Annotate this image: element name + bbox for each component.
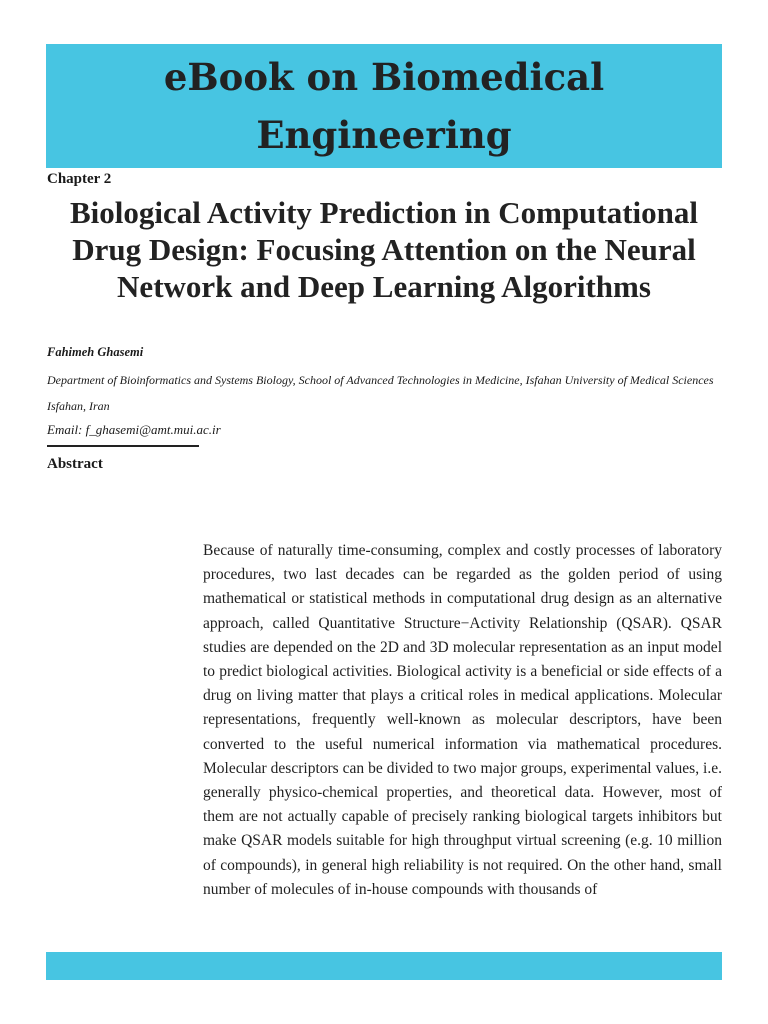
author-email: Email: f_ghasemi@amt.mui.ac.ir bbox=[47, 422, 221, 437]
ebook-title: eBook on Biomedical Engineering bbox=[163, 55, 605, 157]
ebook-header-banner bbox=[46, 44, 722, 168]
footer-banner bbox=[46, 952, 722, 980]
abstract-text: Because of naturally time-consuming, complex and costly processes of laboratory procedures, two last decades can be regarded as the golden period of using mathematical or statistical methods in computational drug design as an alternative approach, called Quantitative Structure−Activity Relationship (QSAR). QSAR studies are depended on the 2D and 3D molecular representation as an input model to predict biological activities. Biological activity is a beneficial or side effects of a drug on living matter that plays a critical roles in medical applications. Molecular representations, frequently well-known as molecular descriptors, have been converted to the useful numerical information via mathematical procedures. Molecular descriptors can be divided to two major groups, experimental values, i.e. generally physico-chemical properties, and theoretical data. However, most of them are not actually capable of precisely ranking biological targets inhibitors but make QSAR models suitable for high throughput virtual screening (e.g. 10 million of compounds), in general high reliability is not required. On the other hand, small number of molecules of in-house compounds with thousands of bbox=[203, 542, 722, 898]
paper-title: Biological Activity Prediction in Computational Drug Design: Focusing Attention on the Neural Network and Deep Learning Algorithms bbox=[69, 195, 699, 304]
author-name: Fahimeh Ghasemi bbox=[47, 345, 144, 359]
abstract-heading: Abstract bbox=[47, 456, 103, 472]
divider bbox=[47, 445, 199, 447]
author-affiliation: Department of Bioinformatics and Systems Biology, School of Advanced Technologies in Medicine, Isfahan University of Medical Sciences Isfahan, Iran bbox=[47, 373, 714, 413]
chapter-label: Chapter 2 bbox=[47, 171, 112, 187]
